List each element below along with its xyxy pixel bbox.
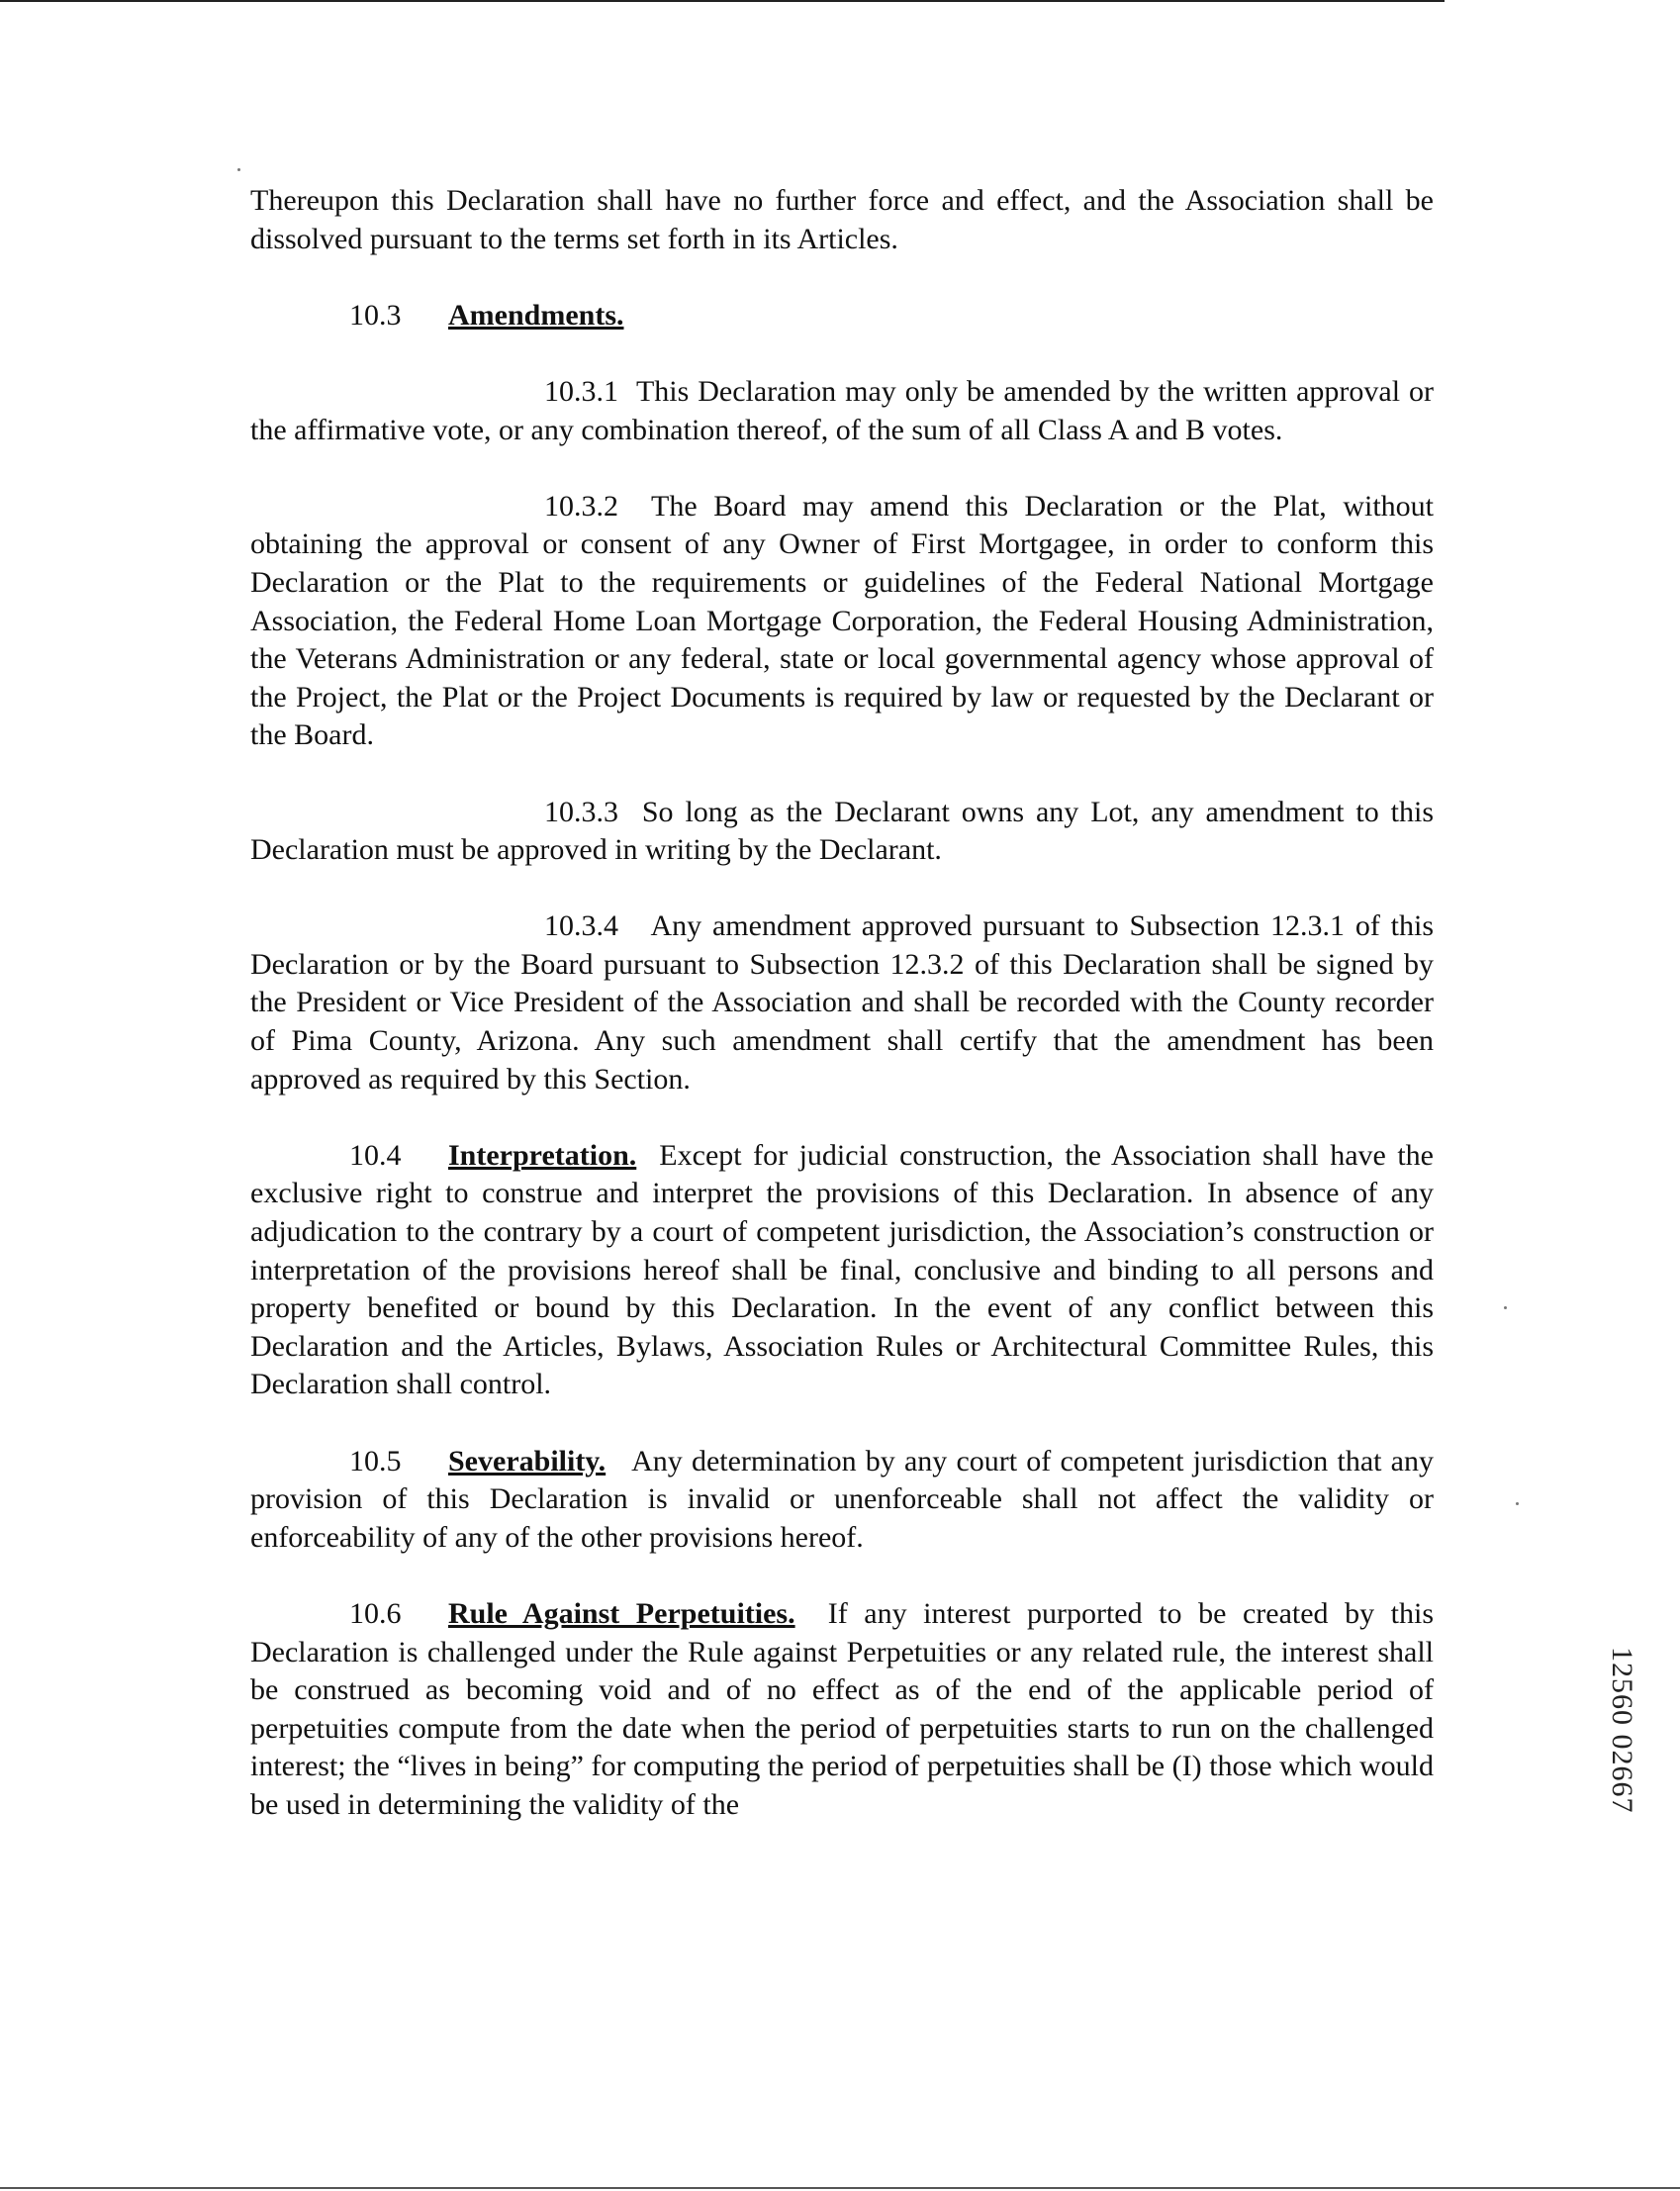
section-number: 10.3 bbox=[349, 298, 402, 332]
section-heading: Interpretation. bbox=[448, 1138, 637, 1172]
subsection-text: So long as the Declarant owns any Lot, any amendment to this Declaration must be approved in writing by the Declarant. bbox=[250, 795, 1434, 867]
top-scan-rule bbox=[0, 0, 1445, 2]
bates-number bbox=[1606, 1593, 1645, 1814]
paragraph-intro: Thereupon this Declaration shall have no further force and effect, and the Association shall be dissolved pursuant to the terms set forth in its Articles. bbox=[250, 184, 1434, 255]
section-text: Any determination by any court of competent jurisdiction that any provision of this Declaration is invalid or unenforceable shall not affect the validity or enforceability of any of the other provisions hereof. bbox=[250, 1444, 1434, 1554]
scan-speck bbox=[1516, 1502, 1519, 1505]
bates-number-text: 12560 02667 bbox=[1606, 1647, 1638, 1814]
section-10-3-2 bbox=[250, 488, 1434, 755]
section-number: 10.4 bbox=[349, 1138, 402, 1172]
section-10-3-3 bbox=[250, 794, 1434, 870]
section-10-3-heading bbox=[250, 297, 1434, 335]
subsection-number: 10.3.3 bbox=[544, 795, 618, 828]
section-10-5 bbox=[250, 1443, 1434, 1558]
section-text: If any interest purported to be created by this Declaration is challenged under the Rule against Perpetuities or any related rule, the interest shall be construed as becoming void and of no effect as of the end of the applicable period of perpetuities compute from the date when the period of perpetuities starts to run on the challenged interest; the “lives in being” for computing the period of perpetuities shall be (I) those which would be used in determining the validity of the bbox=[250, 1596, 1434, 1821]
subsection-number: 10.3.4 bbox=[544, 909, 618, 943]
subsection-text: This Declaration may only be amended by the written approval or the affirmative vote, or any combination thereof, of the sum of all Class A and B votes. bbox=[250, 374, 1434, 446]
section-heading: Amendments. bbox=[448, 298, 624, 332]
section-10-3-4 bbox=[250, 907, 1434, 1098]
subsection-text: The Board may amend this Declaration or the Plat, without obtaining the approval or consent of any Owner of First Mortgagee, in order to conform this Declaration or the Plat to the requirements or guidelines of the Federal National Mortgage Association, the Federal Home Loan Mortgage Corporation, the Federal Housing Administration, the Veterans Administration or any federal, state or local governmental agency whose approval of the Project, the Plat or the Project Documents is required by law or requested by the Declarant or the Board. bbox=[250, 489, 1434, 752]
document-page bbox=[250, 182, 1434, 1862]
section-heading: Rule Against Perpetuities. bbox=[448, 1596, 795, 1630]
section-10-4 bbox=[250, 1137, 1434, 1404]
section-number: 10.6 bbox=[349, 1596, 402, 1630]
section-10-3-1 bbox=[250, 373, 1434, 449]
section-heading: Severability. bbox=[448, 1444, 607, 1477]
section-10-6 bbox=[250, 1595, 1434, 1825]
scan-speck bbox=[237, 168, 240, 171]
section-number: 10.5 bbox=[349, 1444, 402, 1477]
subsection-number: 10.3.2 bbox=[544, 489, 618, 523]
bottom-scan-rule bbox=[0, 2187, 1680, 2189]
subsection-text: Any amendment approved pursuant to Subsection 12.3.1 of this Declaration or by the Board pursuant to Subsection 12.3.2 of this Declaration shall be signed by the President or Vice President of the Association and shall be recorded with the County recorder of Pima County, Arizona. Any such amendment shall certify that the amendment has been approved as required by this Section. bbox=[250, 909, 1434, 1096]
section-text: Except for judicial construction, the Association shall have the exclusive right to construe and interpret the provisions of this Declaration. In absence of any adjudication to the contrary by a court of competent jurisdiction, the Association’s construction or interpretation of the provisions hereof shall be final, conclusive and binding to all persons and property benefited or bound by this Declaration. In the event of any conflict between this Declaration and the Articles, Bylaws, Association Rules or Architectural Committee Rules, this Declaration shall control. bbox=[250, 1138, 1435, 1401]
subsection-number: 10.3.1 bbox=[544, 374, 618, 408]
scan-speck bbox=[1504, 1306, 1507, 1309]
